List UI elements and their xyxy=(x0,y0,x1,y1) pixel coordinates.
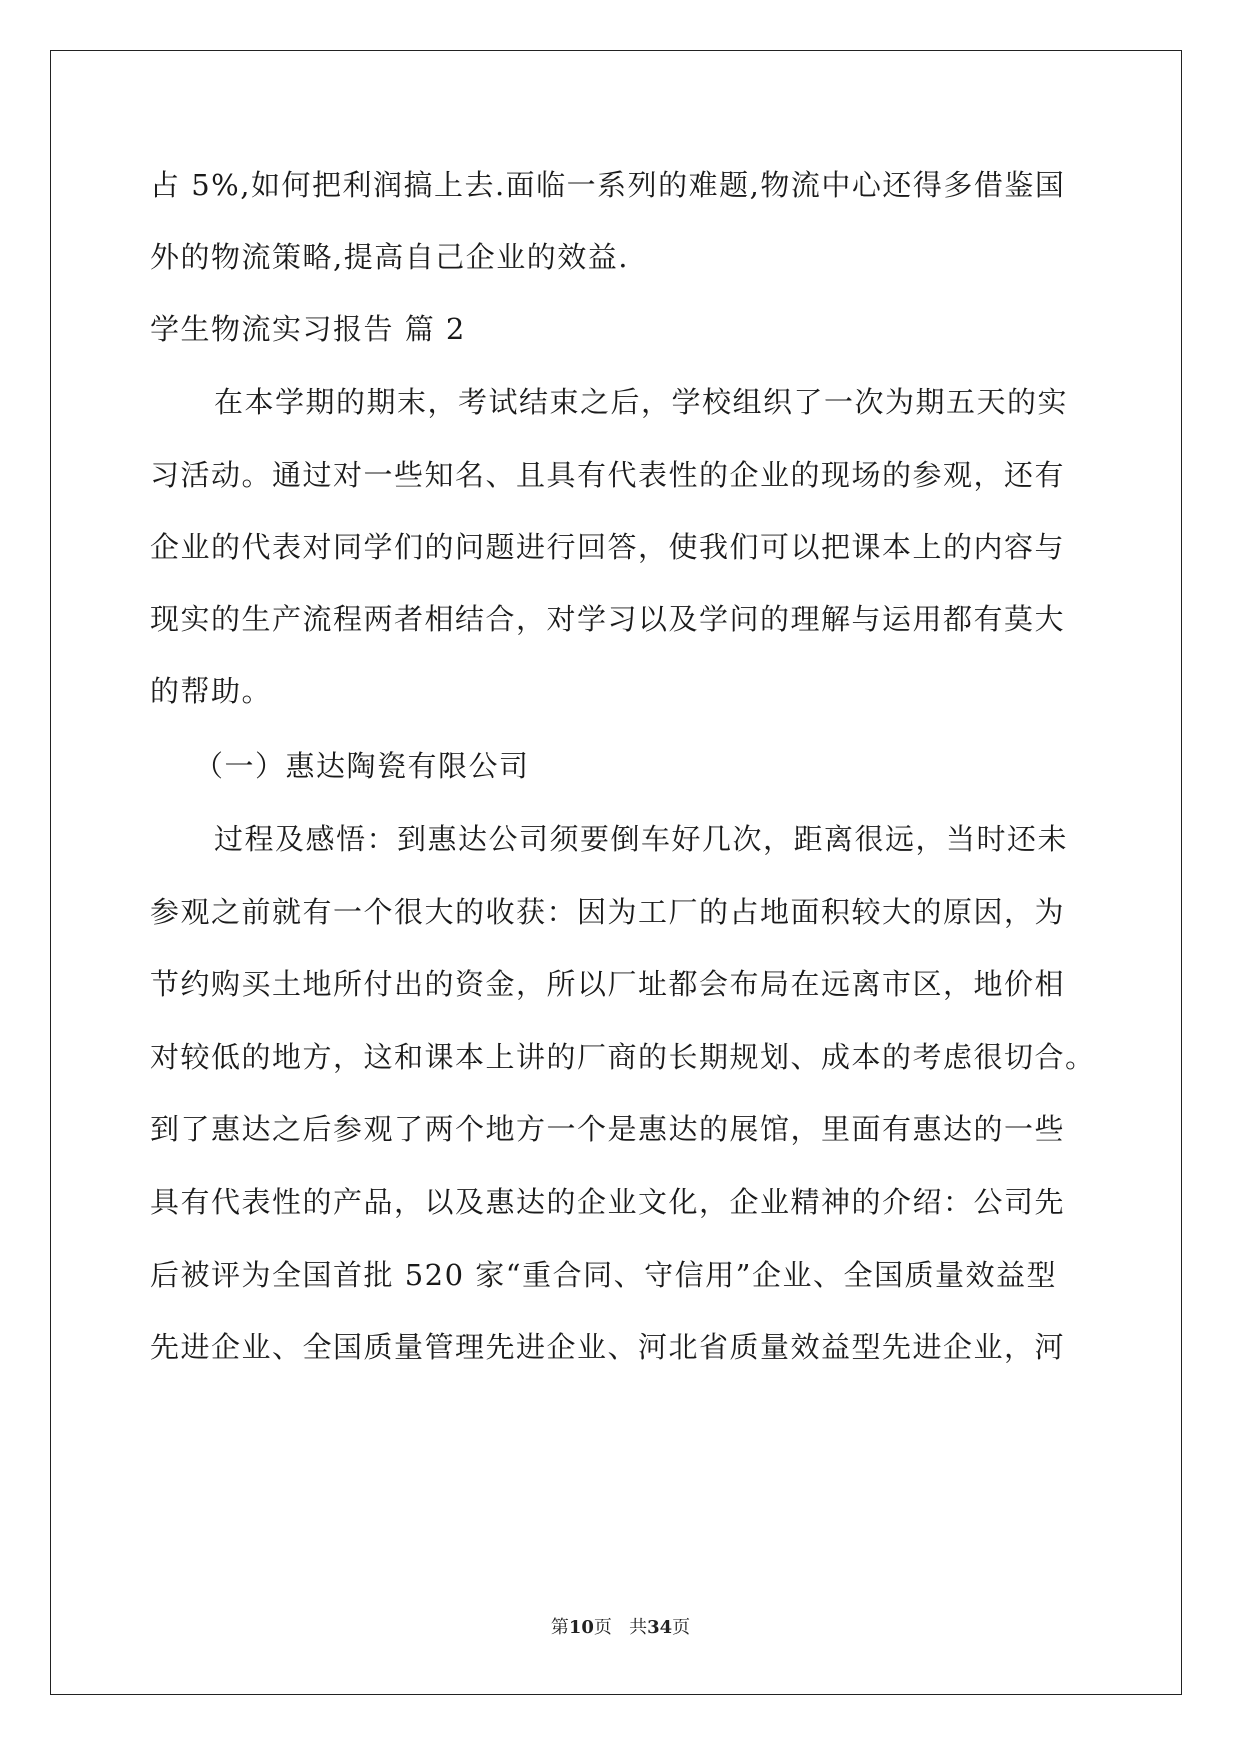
body-line-1: 占 5%,如何把利润搞上去.面临一系列的难题,物流中心还得多借鉴国 xyxy=(150,168,1066,202)
body-line-11: 对较低的地方，这和课本上讲的厂商的长期规划、成本的考虑很切合。 xyxy=(150,1040,1096,1074)
footer-total-suffix: 页 xyxy=(672,1617,691,1638)
section-heading: 学生物流实习报告 篇 2 xyxy=(150,312,466,346)
body-line-12: 到了惠达之后参观了两个地方一个是惠达的展馆，里面有惠达的一些 xyxy=(150,1112,1066,1146)
footer-page-suffix: 页 xyxy=(593,1617,612,1638)
body-line-7: 的帮助。 xyxy=(150,674,273,708)
body-line-5: 企业的代表对同学们的问题进行回答，使我们可以把课本上的内容与 xyxy=(150,530,1066,564)
body-line-4: 习活动。通过对一些知名、且具有代表性的企业的现场的参观，还有 xyxy=(150,458,1066,492)
footer-page-number: 10 xyxy=(568,1617,594,1638)
body-line-15: 先进企业、全国质量管理先进企业、河北省质量效益型先进企业，河 xyxy=(150,1330,1066,1364)
body-line-3: 在本学期的期末，考试结束之后，学校组织了一次为期五天的实 xyxy=(214,385,1069,419)
body-line-10: 节约购买土地所付出的资金，所以厂址都会布局在远离市区，地价相 xyxy=(150,967,1066,1001)
footer-total-prefix: 共 xyxy=(629,1617,648,1638)
subsection-heading: （一）惠达陶瓷有限公司 xyxy=(194,749,530,783)
body-line-8: 过程及感悟：到惠达公司须要倒车好几次，距离很远，当时还未 xyxy=(214,822,1069,856)
body-line-9: 参观之前就有一个很大的收获：因为工厂的占地面积较大的原因，为 xyxy=(150,895,1066,929)
body-line-2: 外的物流策略,提高自己企业的效益. xyxy=(150,240,629,274)
footer-page-prefix: 第 xyxy=(550,1617,569,1638)
body-line-6: 现实的生产流程两者相结合，对学习以及学问的理解与运用都有莫大 xyxy=(150,602,1066,636)
body-line-13: 具有代表性的产品，以及惠达的企业文化，企业精神的介绍：公司先 xyxy=(150,1185,1066,1219)
footer-total-pages: 34 xyxy=(647,1617,673,1638)
page-border xyxy=(50,50,1182,1695)
body-line-14: 后被评为全国首批 520 家“重合同、守信用”企业、全国质量效益型 xyxy=(150,1258,1057,1292)
page-footer xyxy=(0,1613,1241,1639)
